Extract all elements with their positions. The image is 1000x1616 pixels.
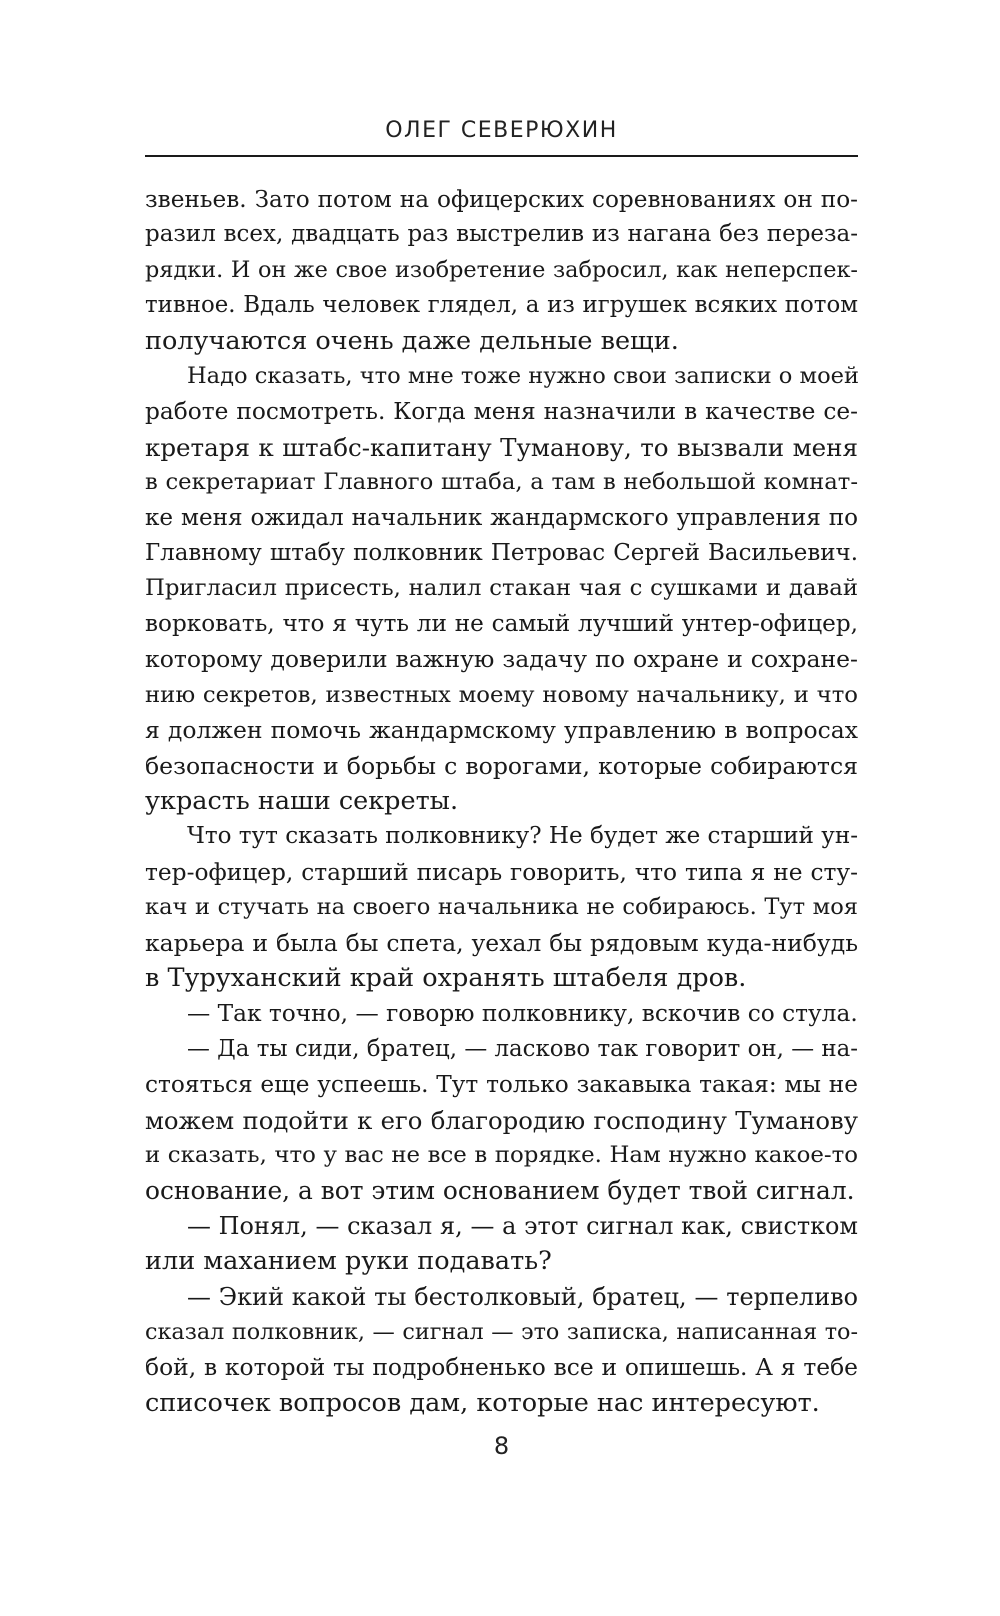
text-line: кач и стучать на своего начальника не собираюсь. Тут моя	[145, 894, 858, 921]
paragraph-4	[145, 996, 858, 1031]
paragraph-1	[145, 182, 858, 359]
text-line: ворковать, что я чуть ли не самый лучший унтер-офицер,	[145, 610, 858, 637]
page-number: 8	[493, 1432, 510, 1460]
running-header: ОЛЕГ СЕВЕРЮХИН	[385, 118, 618, 143]
text-line: карьера и была бы спета, уехал бы рядовым куда-нибудь	[145, 928, 858, 957]
text-line: украсть наши секреты.	[145, 785, 459, 816]
text-line: — Так точно, — говорю полковнику, вскочив со стула.	[187, 1000, 858, 1028]
text-line: Пригласил присесть, налил стакан чая с сушками и давай	[145, 575, 858, 602]
text-line: в Туруханский край охранять штабеля дров.	[145, 962, 747, 993]
text-line: основание, а вот этим основанием будет твой сигнал.	[145, 1176, 855, 1206]
text-line: Что тут сказать полковнику? Не будет же старший ун-	[187, 823, 858, 850]
text-line: которому доверили важную задачу по охране и сохране-	[145, 645, 858, 674]
paragraph-3	[145, 819, 858, 996]
text-line: сказал полковник, — сигнал — это записка, написанная то-	[145, 1319, 858, 1345]
text-line: Надо сказать, что мне тоже нужно свои записки о моей	[187, 363, 860, 390]
text-line: ке меня ожидал начальник жандармского управления по	[145, 504, 858, 531]
text-line: работе посмотреть. Когда меня назначили в качестве се-	[145, 398, 858, 426]
text-line: в секретариат Главного штаба, а там в небольшой комнат-	[145, 469, 858, 496]
text-line: — Экий какой ты бестолковый, братец, — терпеливо	[187, 1282, 858, 1311]
text-line: списочек вопросов дам, которые нас интересуют.	[145, 1387, 820, 1418]
text-line: стояться еще успеешь. Тут только закавыка такая: мы не	[145, 1071, 858, 1099]
text-line: нию секретов, известных моему новому начальнику, и что	[145, 681, 858, 708]
text-line: — Да ты сиди, братец, — ласково так говорит он, — на-	[187, 1035, 858, 1062]
text-line: я должен помочь жандармскому управлению в вопросах	[145, 716, 858, 745]
text-line: тивное. Вдаль человек глядел, а из игрушек всяких потом	[145, 292, 858, 319]
text-line: бой, в которой ты подробненько все и опишешь. А я тебе	[145, 1353, 858, 1382]
text-line: звеньев. Зато потом на офицерских соревнованиях он по-	[145, 186, 858, 213]
paragraph-7	[145, 1280, 858, 1422]
paragraph-2	[145, 359, 858, 819]
text-line: Главному штабу полковник Петровас Сергей Васильевич.	[145, 540, 858, 567]
text-line: можем подойти к его благородию господину Туманову	[145, 1105, 858, 1135]
text-line: кретаря к штабс-капитану Туманову, то вызвали меня	[145, 432, 858, 462]
text-line: — Понял, — сказал я, — а этот сигнал как, свистком	[187, 1211, 858, 1240]
header-rule	[145, 155, 858, 157]
text-line: рядки. И он же свое изобретение забросил, как неперспек-	[145, 256, 858, 283]
paragraph-5	[145, 1032, 858, 1209]
text-line: или маханием руки подавать?	[145, 1246, 552, 1277]
text-line: тер-офицер, старший писарь говорить, что типа я не сту-	[145, 858, 858, 886]
text-line: получаются очень даже дельные вещи.	[145, 325, 679, 356]
text-line: безопасности и борьбы с ворогами, которые собираются	[145, 751, 858, 780]
text-line: и сказать, что у вас не все в порядке. Нам нужно какое-то	[145, 1141, 858, 1168]
text-line: разил всех, двадцать раз выстрелив из нагана без переза-	[145, 221, 858, 248]
paragraph-6	[145, 1209, 858, 1280]
body-text	[145, 182, 858, 1421]
